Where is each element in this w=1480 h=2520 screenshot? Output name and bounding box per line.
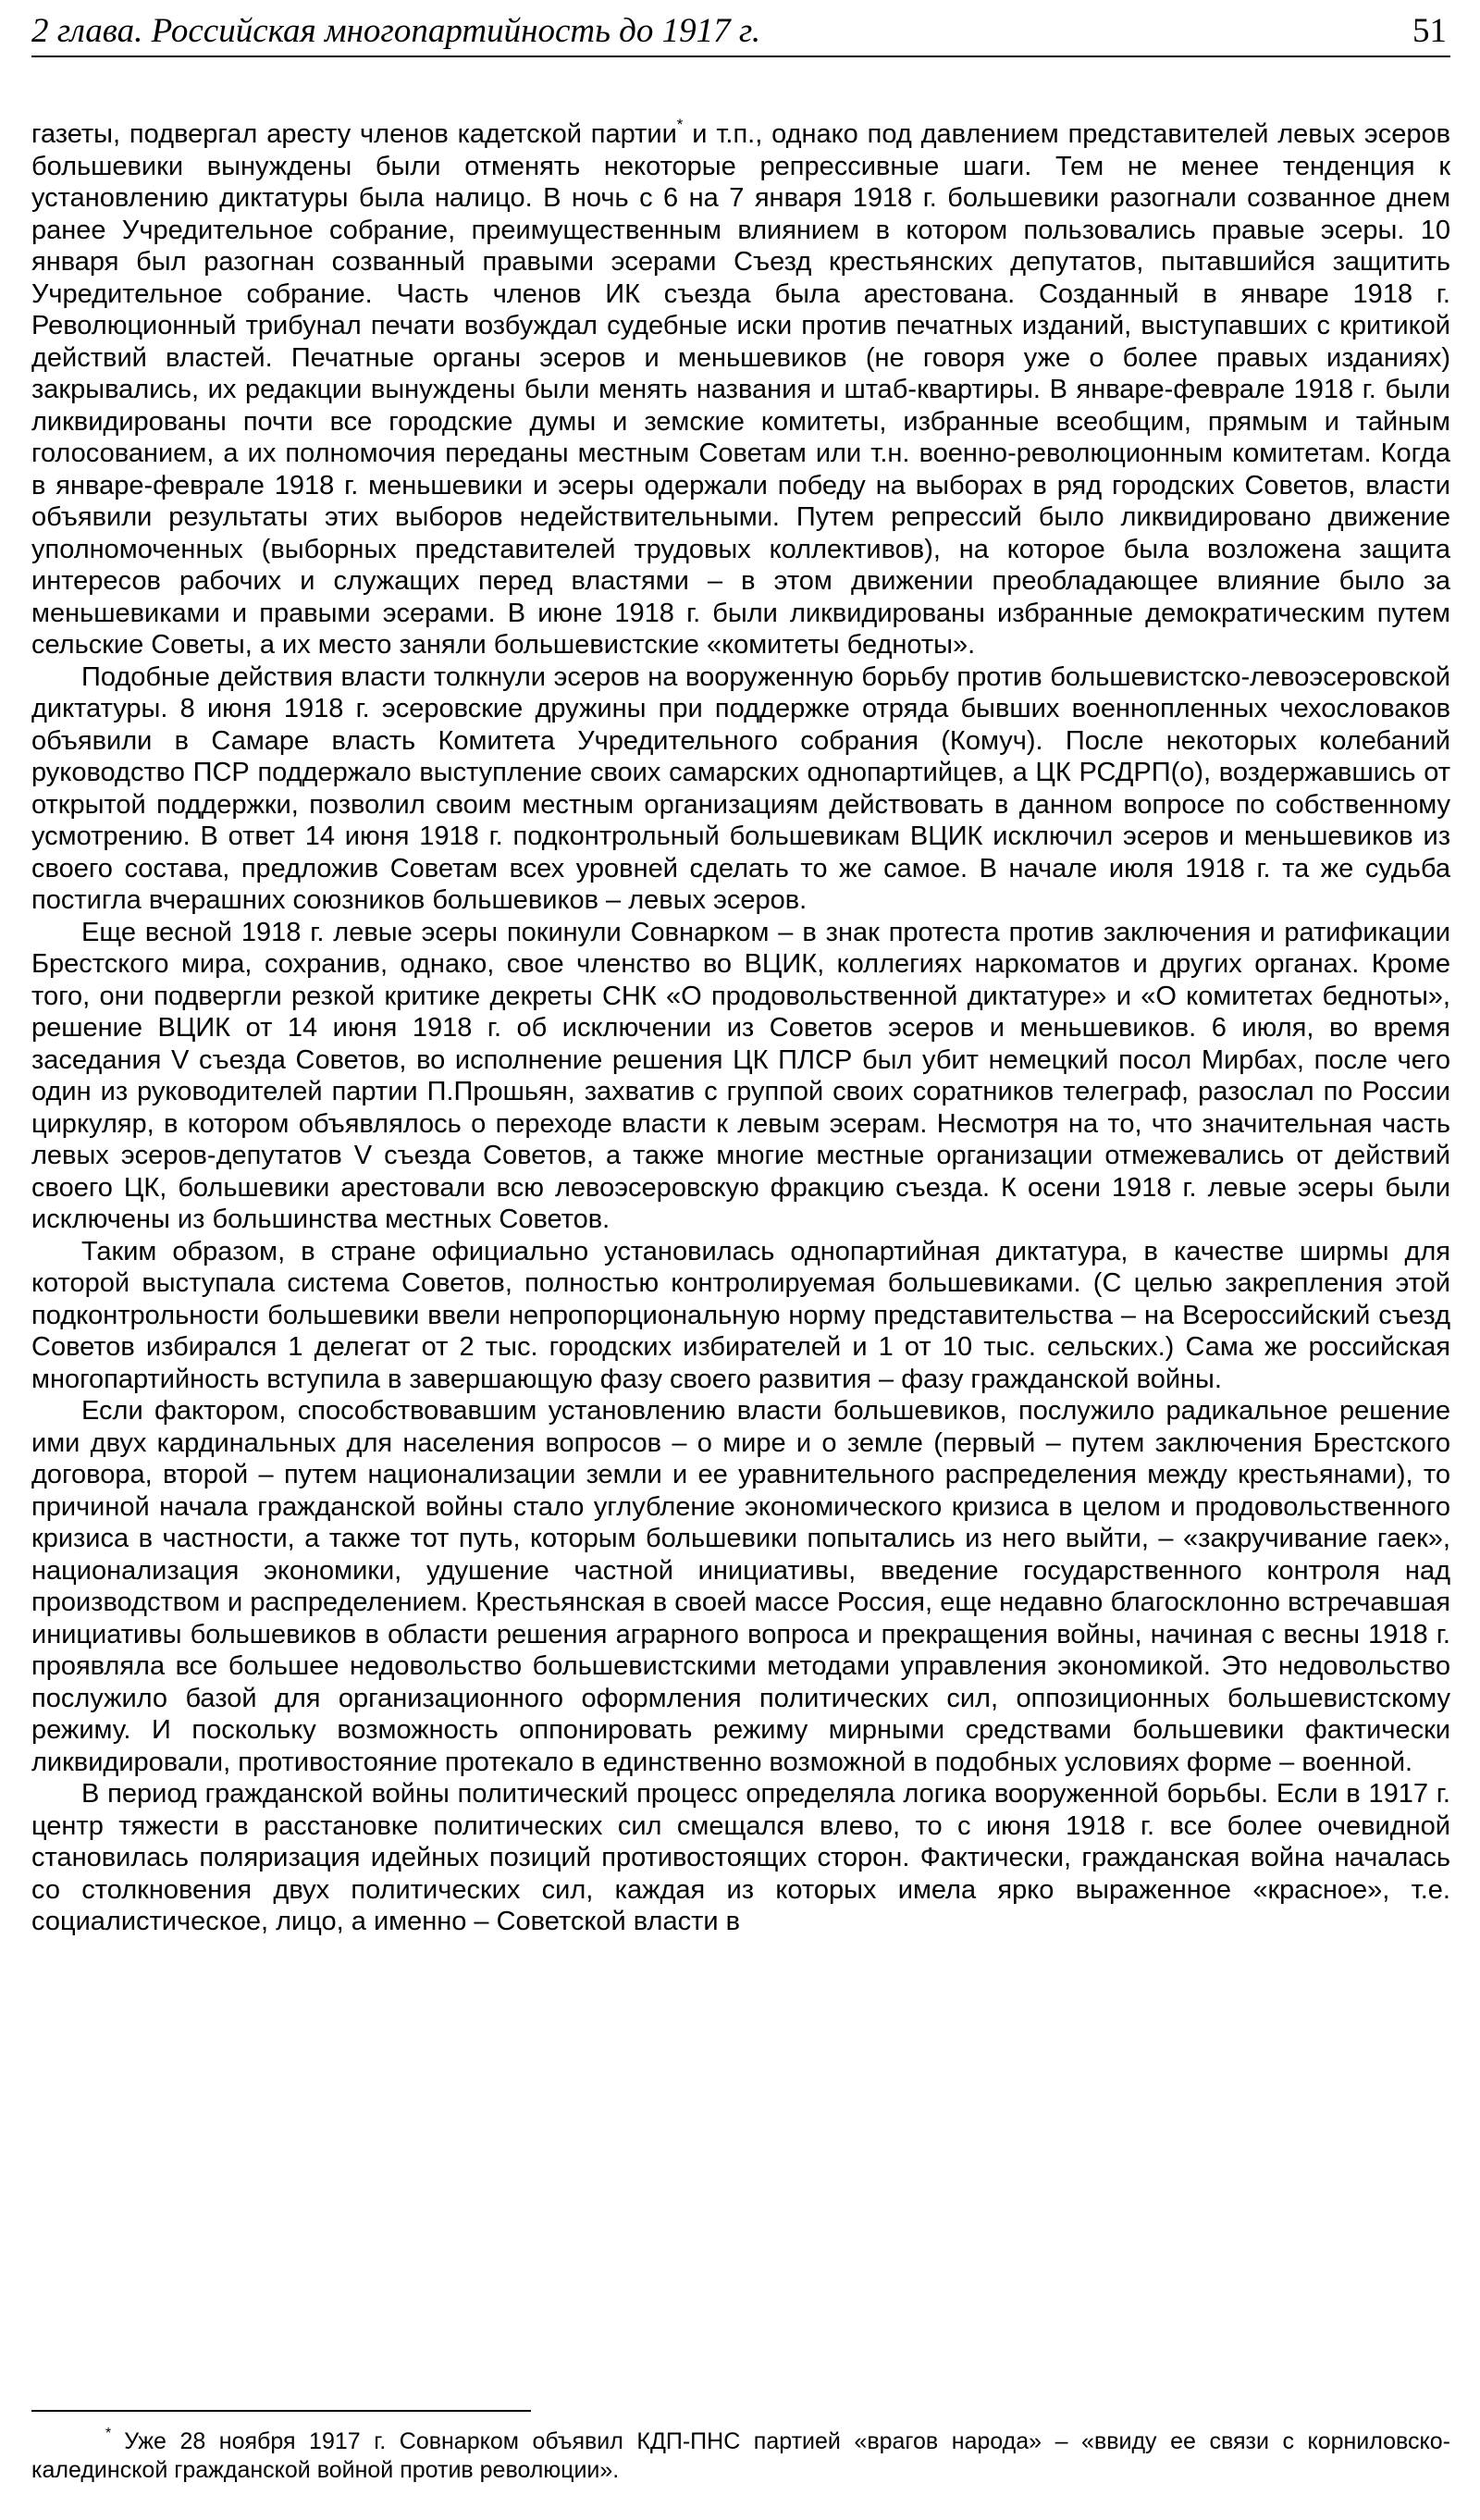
footnote-text: Уже 28 ноября 1917 г. Совнарком объявил КДП-ПНС партией «врагов народа» – «ввиду ее связи с корниловско-калединской гражданской войной против революции». [31, 2428, 1450, 2483]
paragraph: Таким образом, в стране официально установилась однопартийная диктатура, в качестве ширмы для которой выступала система Советов, полностью контролируемая большевиками. (С целью закрепления этой подконтрольности большевики ввели непропорциональную норму представительства – на Всероссийский съезд Советов избирался 1 делегат от 2 тыс. городских избирателей и 1 от 10 тыс. сельских.) Сама же российская многопартийность вступила в завершающую фазу своего развития – фазу гражданской войны. [31, 1236, 1450, 1394]
footnote [31, 2427, 1450, 2485]
paragraph: В период гражданской войны политический процесс определяла логика вооруженной борьбы. Если в 1917 г. центр тяжести в расстановке политических сил смещался влево, то с июня 1918 г. все более очевидной становилась поляризация идейных позиций противостоящих сторон. Фактически, гражданская война началась со столкновения двух политических сил, каждая из которых имела ярко выраженное «красное», т.е. социалистическое, лицо, а именно – Советской власти в [31, 1779, 1450, 1936]
paragraph: Если фактором, способствовавшим установлению власти большевиков, послужило радикальное решение ими двух кардинальных для населения вопросов – о мире и о земле (первый – путем заключения Брестского договора, второй – путем национализации земли и ее уравнительного распределения между крестьянами), то причиной начала гражданской войны стало углубление экономического кризиса в целом и продовольственного кризиса в частности, а также тот путь, которым большевики попытались из него выйти, – «закручивание гаек», национализация экономики, удушение частной инициативы, введение государственного контроля над производством и распределением. Крестьянская в своей массе Россия, еще недавно благосклонно встречавшая инициативы большевиков в области решения аграрного вопроса и прекращения войны, начиная с весны 1918 г. проявляла все большее недовольство большевистскими методами управления экономикой. Это недовольство послужило базой для организационного оформления политических сил, оппозиционных большевистскому режиму. И поскольку возможность оппонировать режиму мирными средствами большевики фактически ликвидировали, противостояние протекало в единственно возможной в подобных условиях форме – военной. [31, 1396, 1450, 1777]
paragraph: Подобные действия власти толкнули эсеров на вооруженную борьбу против большевистско-левоэсеровской диктатуры. 8 июня 1918 г. эсеровские дружины при поддержке отряда бывших военнопленных чехословаков объявили в Самаре власть Комитета Учредительного собрания (Комуч). После некоторых колебаний руководство ПСР поддержало выступление своих самарских однопартийцев, а ЦК РСДРП(о), воздержавшись от открытой поддержки, позволил своим местным организациям действовать в данном вопросе по собственному усмотрению. В ответ 14 июня 1918 г. подконтрольный большевикам ВЦИК исключил эсеров и меньшевиков из своего состава, предложив Советам всех уровней сделать то же самое. В начале июля 1918 г. та же судьба постигла вчерашних союзников большевиков – левых эсеров. [31, 661, 1450, 915]
footnote-divider [31, 2410, 531, 2412]
body-text [31, 118, 1450, 1938]
running-head [31, 7, 1450, 57]
paragraph [31, 118, 1450, 661]
chapter-title: 2 глава. Российская многопартийность до 1917 г. [31, 12, 761, 50]
paragraph-text: газеты, подвергал аресту членов кадетской партии [31, 119, 677, 149]
paragraph: Еще весной 1918 г. левые эсеры покинули Совнарком – в знак протеста против заключения и ратификации Брестского мира, сохранив, однако, свое членство во ВЦИК, коллегиях наркоматов и других органах. Кроме того, они подвергли резкой критике декреты СНК «О продовольственной диктатуре» и «О комитетах бедноты», решение ВЦИК от 14 июня 1918 г. об исключении из Советов эсеров и меньшевиков. 6 июля, во время заседания V съезда Советов, во исполнение решения ЦК ПЛСР был убит немецкий посол Мирбах, после чего один из руководителей партии П.Прошьян, захватив с группой своих соратников телеграф, разослал по России циркуляр, в котором объявлялось о переходе власти к левым эсерам. Несмотря на то, что значительная часть левых эсеров-депутатов V съезда Советов, а также многие местные организации отмежевались от действий своего ЦК, большевики арестовали всю левоэсеровскую фракцию съезда. К осени 1918 г. левые эсеры были исключены из большинства местных Советов. [31, 917, 1450, 1234]
footnote-reference: * [676, 116, 684, 133]
paragraph-text: и т.п., однако под давлением представителей левых эсеров большевики вынуждены были отменять некоторые репрессивные шаги. Тем не менее тенденция к установлению диктатуры была налицо. В ночь с 6 на 7 января 1918 г. большевики разогнали созванное днем ранее Учредительное собрание, преимущественным влиянием в котором пользовались правые эсеры. 10 января был разогнан созванный правыми эсерами Съезд крестьянских депутатов, пытавшийся защитить Учредительное собрание. Часть членов ИК съезда была арестована. Созданный в январе 1918 г. Революционный трибунал печати возбуждал судебные иски против печатных изданий, выступавших с критикой действий властей. Печатные органы эсеров и меньшевиков (не говоря уже о более правых изданиях) закрывались, их редакции вынуждены были менять названия и штаб-квартиры. В январе-феврале 1918 г. были ликвидированы почти все городские думы и земские комитеты, избранные всеобщим, прямым и тайным голосованием, а их полномочия переданы местным Советам или т.н. военно-революционным комитетам. Когда в январе-феврале 1918 г. меньшевики и эсеры одержали победу на выборах в ряд городских Советов, власти объявили результаты этих выборов недействительными. Путем репрессий было ликвидировано движение уполномоченных (выборных представителей трудовых коллективов), на которое была возложена защита интересов рабочих и служащих перед властями – в этом движении преобладающее влияние было за меньшевиками и правыми эсерами. В июне 1918 г. были ликвидированы избранные демократическим путем сельские Советы, а их место заняли большевистские «комитеты бедноты». [31, 119, 1450, 660]
page-number: 51 [1412, 12, 1447, 50]
footnote-mark: * [105, 2426, 112, 2441]
